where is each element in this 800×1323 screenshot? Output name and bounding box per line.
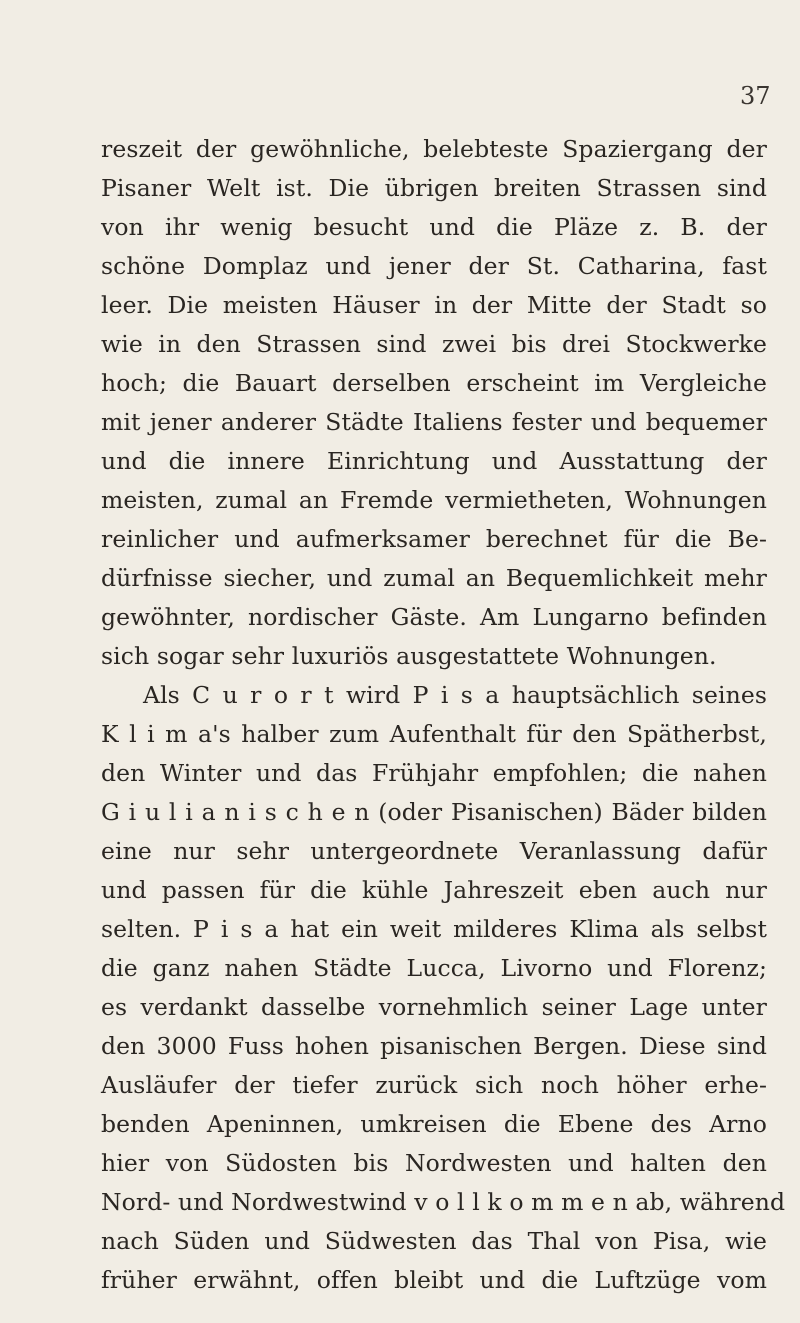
text-line: nach Süden und Südwesten das Thal von Pisa, wie [101,1227,767,1255]
page-number: 37 [740,82,771,110]
text-line: G i u l i a n i s c h e n (oder Pisanischen) Bäder bilden [101,798,767,826]
text-line: sich sogar sehr luxuriös ausgestattete Wohnungen. [101,642,717,670]
text-line: reszeit der gewöhnliche, belebteste Spaziergang der [101,135,767,163]
text-line: hoch; die Bauart derselben erscheint im Vergleiche [101,369,767,397]
text-line: Als C u r o r t wird P i s a hauptsächlich seines [143,681,767,709]
text-line: mit jener anderer Städte Italiens fester und bequemer [101,408,767,436]
text-line: leer. Die meisten Häuser in der Mitte der Stadt so [101,291,767,319]
text-line: K l i m a's halber zum Aufenthalt für den Spätherbst, [101,720,767,748]
text-line: eine nur sehr untergeordnete Veranlassung dafür [101,837,767,865]
text-line: selten. P i s a hat ein weit milderes Klima als selbst [101,915,767,943]
text-line: von ihr wenig besucht und die Pläze z. B. der [101,213,767,241]
text-line: und passen für die kühle Jahreszeit eben auch nur [101,876,767,904]
text-line: schöne Domplaz und jener der St. Catharina, fast [101,252,767,280]
text-line: gewöhnter, nordischer Gäste. Am Lungarno befinden [101,603,767,631]
text-line: hier von Südosten bis Nordwesten und halten den [101,1149,767,1177]
body-text [101,130,786,1300]
text-line: Ausläufer der tiefer zurück sich noch höher erhe- [101,1071,767,1099]
text-line: die ganz nahen Städte Lucca, Livorno und Florenz; [101,954,767,982]
text-line: benden Apeninnen, umkreisen die Ebene des Arno [101,1110,767,1138]
text-line: den 3000 Fuss hohen pisanischen Bergen. Diese sind [101,1032,767,1060]
text-line: es verdankt dasselbe vornehmlich seiner Lage unter [101,993,767,1021]
text-line: Nord- und Nordwestwind v o l l k o m m e n ab, während [101,1188,786,1216]
text-line: wie in den Strassen sind zwei bis drei Stockwerke [101,330,767,358]
text-line: Pisaner Welt ist. Die übrigen breiten Strassen sind [101,174,767,202]
text-line: reinlicher und aufmerksamer berechnet für die Be- [101,525,767,553]
text-line: meisten, zumal an Fremde vermietheten, Wohnungen [101,486,767,514]
text-line: und die innere Einrichtung und Ausstattung der [101,447,767,475]
text-line: den Winter und das Frühjahr empfohlen; die nahen [101,759,767,787]
text-line: früher erwähnt, offen bleibt und die Luftzüge vom [101,1266,767,1294]
text-line: dürfnisse siecher, und zumal an Bequemlichkeit mehr [101,564,767,592]
